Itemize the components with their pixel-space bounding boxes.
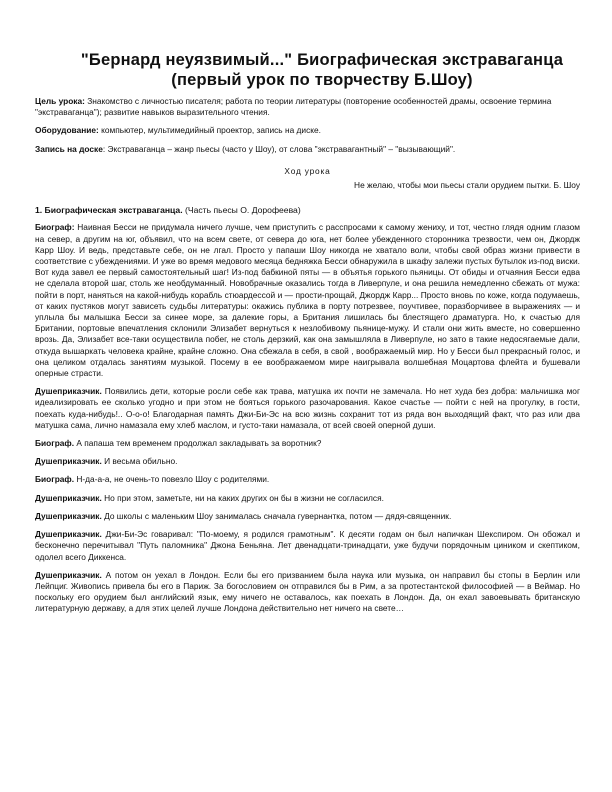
- document-body: [35, 96, 580, 622]
- section-note: (Часть пьесы О. Дорофеева): [182, 205, 301, 216]
- board-note: [35, 144, 580, 155]
- course-heading: Ход урока: [284, 165, 331, 176]
- lesson-goal: [35, 96, 580, 118]
- dialogue-paragraph: [35, 493, 580, 504]
- speaker: Душеприказчик.: [35, 569, 102, 580]
- speech: Наивная Бесси не придумала ничего лучше, чем приступить с расспросами к самому жениху, и тот, честно глядя одним глазом на север, а другим на юг, объявил, что на всем свете, от севера до юга, нет более убежденного сторонника трезвости, чем он, Джордж Карр Шоу. И ведь, представьте себе, он не лгал. Просто у папаши Шоу никогда не хватало воли, чтобы свой образ жизни привести в соответствие с убеждениями. И уже во время медового месяца бедняжка Бесси обнаружила в шкафу залежи пустых бутылок из-под виски. Вот куда завел ее первый самостоятельный шаг! Из-под бабкиной пяты — в объятья горького пьяницы. От обиды и отчаяния Бесси едва не сделала второй шаг, столь же необдуманный. Новобрачные оказались тогда в Ливерпуле, и она решила немедленно сбежать от мужа: пойти в порт, наняться на какой-нибудь корабль стюардессой и — прости-прощай, Джордж Карр... Просто вновь по коже, когда подумаешь, от каких пустяков могут зависеть судьбы литературы: окажись публика в порту потрезвее, поучтивее, поразборчивее в выражениях — и уплыла бы малышка Бесси за синее море, за далекие горы, а Британия лишилась бы блестящего драматурга. Но, к счастью для Британии, портовые впечатления склонили Элизабет вернуться к незлобивому пьянице-мужу. И стали они жить вместе, но совершенно врозь. Да, Элизабет все-таки осуществила побег, не столь дерзкий, как она замышляла в Ливерпуле, но зато в такие недосягаемые дали, откуда вышаркать человека крайне, крайне сложно. Она сбежала в себя, в свой , воображаемый мир. Но у Бесси был прекрасный голос, и она целиком отдалась занятиям музыкой. Посему в ее воображаемом мире наигрывала волшебная Моцартова флейта и бушевали оперные страсти.: [35, 222, 580, 379]
- speaker: Душеприказчик.: [35, 456, 102, 467]
- speaker: Душеприказчик.: [35, 492, 102, 503]
- dialogue-paragraph: [35, 570, 580, 615]
- dialogue-paragraph: [35, 511, 580, 522]
- speaker: Биограф.: [35, 438, 75, 449]
- board-note-label: Запись на доске: [35, 143, 103, 154]
- speech: А папаша тем временем продолжал закладывать за воротник?: [74, 438, 322, 449]
- dialogue-paragraph: [35, 222, 580, 379]
- epigraph: Не желаю, чтобы мои пьесы стали орудием пытки. Б. Шоу: [354, 180, 580, 191]
- dialogue-paragraph: [35, 456, 580, 467]
- speech: А потом он уехал в Лондон. Если бы его призванием была наука или музыка, он направил бы стопы в Берлин или Лейпциг. Живопись привела бы его в Париж. За богословием он отправился бы в Рим, а за протестантской философией — в Веймар. Но поскольку его орудием был английский язык, ему ничего не оставалось, как поехать в Лондон. Да, он ехал завоевывать британскую литературную державу, а для этих целей лучше Лондона действительно нет ничего на свете…: [35, 569, 580, 614]
- speaker: Биограф.: [35, 474, 75, 485]
- speech: Но при этом, заметьте, ни на каких других он бы в жизни не согласился.: [101, 492, 384, 503]
- dialogue-paragraph: [35, 474, 580, 485]
- speaker: Душеприказчик.: [35, 510, 102, 521]
- equipment: [35, 125, 580, 136]
- speech: Н-да-а-а, не очень-то повезло Шоу с родителями.: [74, 474, 270, 485]
- speaker: Душеприказчик.: [35, 386, 102, 397]
- dialogue-paragraph: [35, 386, 580, 431]
- speech: До школы с маленьким Шоу занималась сначала гувернантка, потом — дядя-священник.: [101, 510, 452, 521]
- board-note-text: : Экстраваганца – жанр пьесы (часто у Шоу), от слова "экстравагантный" – "вызывающий".: [102, 143, 456, 154]
- lesson-goal-text: Знакомство с личностью писателя; работа по теории литературы (повторение особенностей драмы, освоение термина "экстраваганца"); развитие навыков выразительного чтения.: [35, 96, 552, 118]
- equipment-text: компьютер, мультимедийный проектор, запись на диске.: [98, 125, 321, 136]
- section-heading: [35, 205, 580, 216]
- lesson-goal-label: Цель урока:: [35, 96, 85, 106]
- speech: Джи-Би-Эс говаривал: "По-моему, я родился грамотным". К десяти годам он был напичкан Шекспиром. Он обожал и бесконечно перечитывал "Путь паломника" Джона Беньяна. Лет двенадцати-тринадцати, уже будучи порядочным циником и скептиком, одолел всего Диккенса.: [35, 529, 580, 562]
- dialogue-paragraph: [35, 529, 580, 563]
- dialogue-paragraph: [35, 438, 580, 449]
- speaker: Биограф:: [35, 222, 75, 233]
- speech: Появились дети, которые росли себе как трава, матушка их почти не замечала. Но нет худа без добра: мальчишка мог идеализировать ее сколько угодно и при этом не бояться горького разочарования. Какое счастье — пойти с ней на прогулку, в гости, поехать куда-нибудь!.. О-о-о! Благодарная память Джи-Би-Эс на всю жизнь сохранит тот из ряда вон выходящий факт, что раз или два матушка сама, лично намазала ему хлеб маслом, и густо-таки намазала, от всей своей оперной души.: [35, 386, 580, 430]
- section-title: 1. Биографическая экстраваганца.: [35, 205, 183, 216]
- speaker: Душеприказчик.: [35, 529, 102, 540]
- speech: И весьма обильно.: [101, 456, 178, 467]
- page-title: "Бернард неуязвимый..." Биографическая экстраваганца (первый урок по творчеству Б.Шоу): [80, 51, 564, 89]
- equipment-label: Оборудование:: [35, 125, 99, 136]
